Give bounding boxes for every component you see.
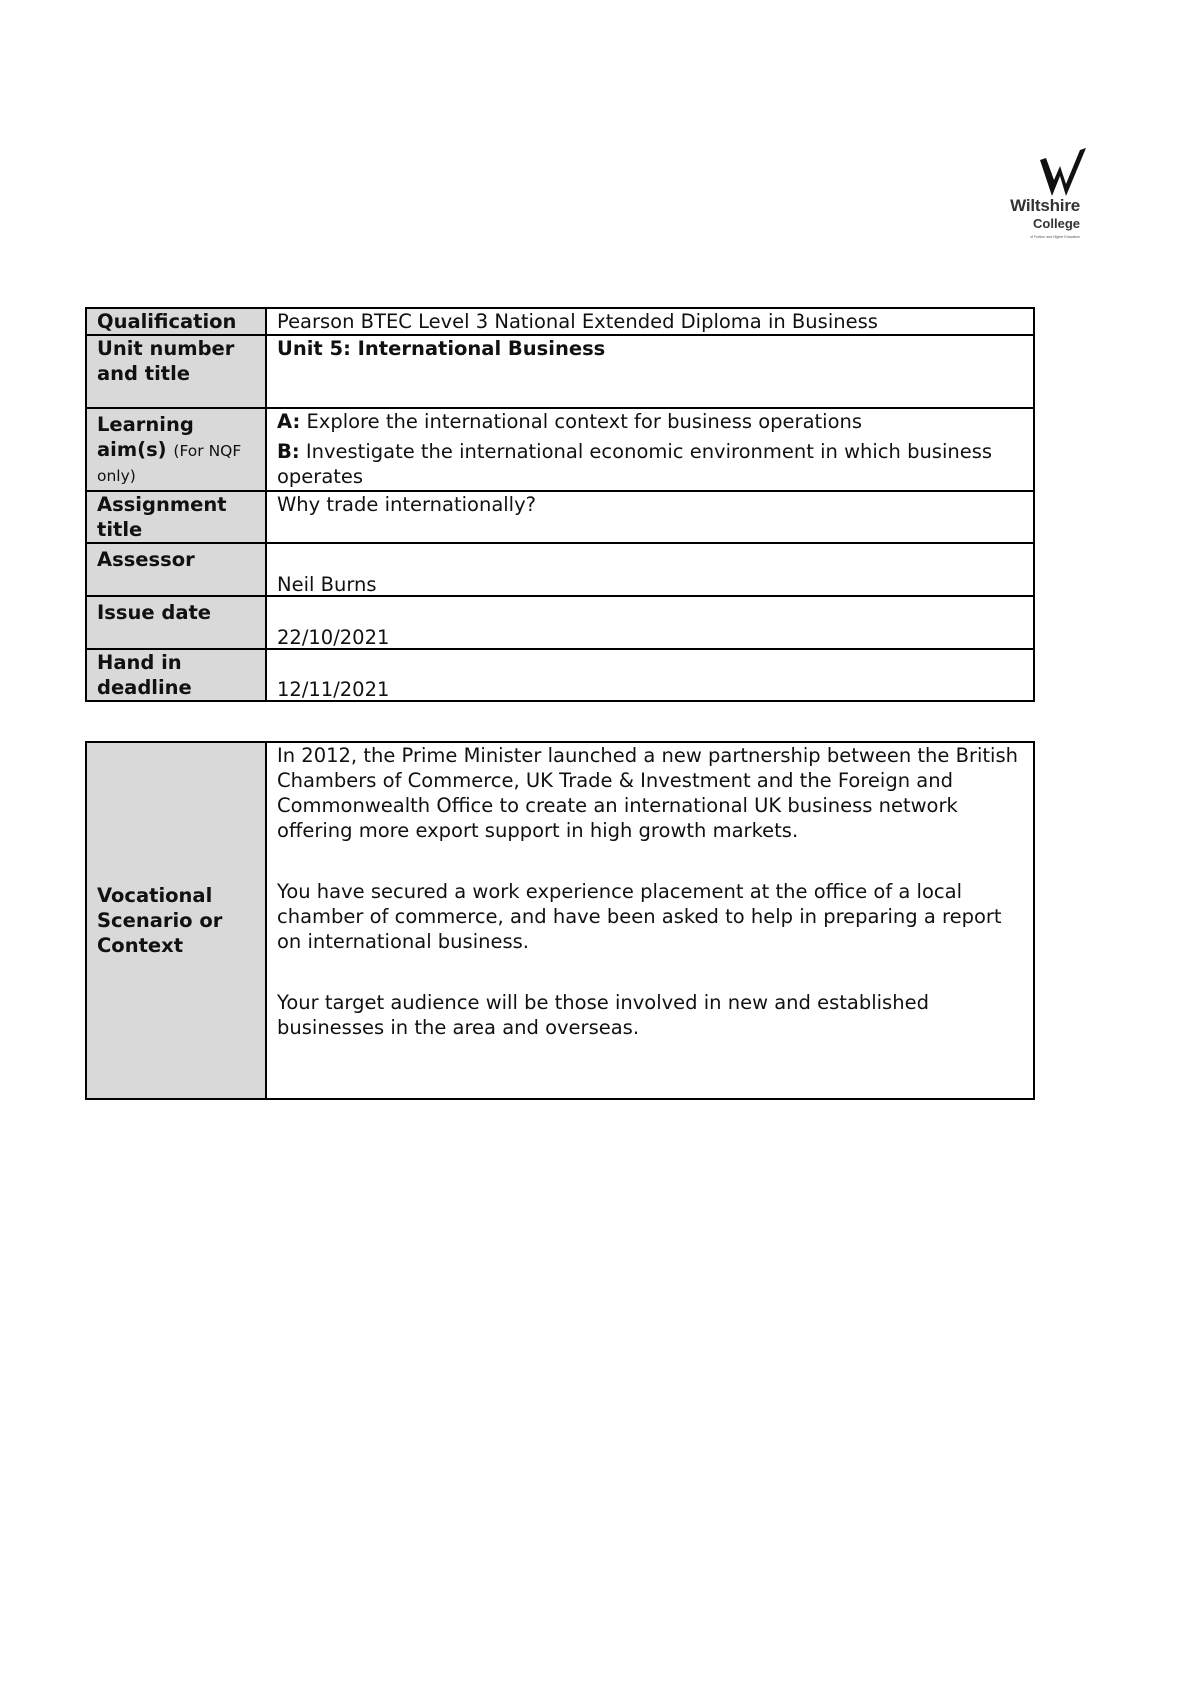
learning-aim-key: A:	[277, 410, 301, 433]
scenario-value	[266, 742, 1034, 1099]
issue-date-label: Issue date	[86, 596, 266, 649]
learning-aims-label-text: Learning aim(s)	[97, 413, 194, 461]
unit-label: Unit number and title	[86, 335, 266, 408]
assignment-title-label: Assignment title	[86, 491, 266, 543]
scenario-paragraph: You have secured a work experience placement at the office of a local chamber of commerce, and have been asked to help in preparing a report on international business.	[277, 880, 1002, 953]
assessor-label: Assessor	[86, 543, 266, 596]
issue-date-cell	[266, 596, 1034, 649]
learning-aim-item	[277, 439, 1023, 489]
deadline-value: 12/11/2021	[277, 678, 390, 701]
table-row	[86, 491, 1034, 543]
college-logo	[1000, 146, 1092, 246]
learning-aim-key: B:	[277, 440, 300, 463]
learning-aim-item	[277, 409, 1023, 434]
logo-tick-mark	[1038, 146, 1088, 198]
unit-value: Unit 5: International Business	[266, 335, 1034, 408]
table-row	[86, 596, 1034, 649]
assessor-value: Neil Burns	[277, 573, 377, 596]
table-row	[86, 408, 1034, 491]
scenario-label: Vocational Scenario or Context	[86, 742, 266, 1099]
scenario-paragraph: In 2012, the Prime Minister launched a new partnership between the British Chambers of Commerce, UK Trade & Investment and the Foreign and Commonwealth Office to create an international UK business network offering more export support in high growth markets.	[277, 744, 1018, 842]
table-row	[86, 649, 1034, 701]
qualification-label: Qualification	[86, 308, 266, 335]
qualification-value: Pearson BTEC Level 3 National Extended Diploma in Business	[266, 308, 1034, 335]
table-row	[86, 543, 1034, 596]
learning-aims-label	[86, 408, 266, 491]
deadline-cell	[266, 649, 1034, 701]
assignment-title-value: Why trade internationally?	[266, 491, 1034, 543]
scenario-table	[85, 741, 1035, 1100]
logo-tagline: of Further and Higher Education	[1030, 235, 1080, 239]
table-row	[86, 308, 1034, 335]
table-row	[86, 742, 1034, 1099]
deadline-label: Hand in deadline	[86, 649, 266, 701]
assessor-cell	[266, 543, 1034, 596]
learning-aims-value	[266, 408, 1034, 491]
table-row	[86, 335, 1034, 408]
scenario-paragraph: Your target audience will be those involved in new and established businesses in the area and overseas.	[277, 991, 929, 1039]
issue-date-value: 22/10/2021	[277, 626, 390, 649]
assignment-details-table	[85, 307, 1035, 702]
learning-aim-text: Investigate the international economic environment in which business operates	[277, 440, 993, 488]
logo-text-wiltshire: Wiltshire	[1010, 196, 1080, 215]
logo-text-college: College	[1033, 216, 1080, 231]
learning-aims-label-note: (For NQF only)	[97, 442, 242, 485]
learning-aim-text: Explore the international context for business operations	[306, 410, 863, 433]
